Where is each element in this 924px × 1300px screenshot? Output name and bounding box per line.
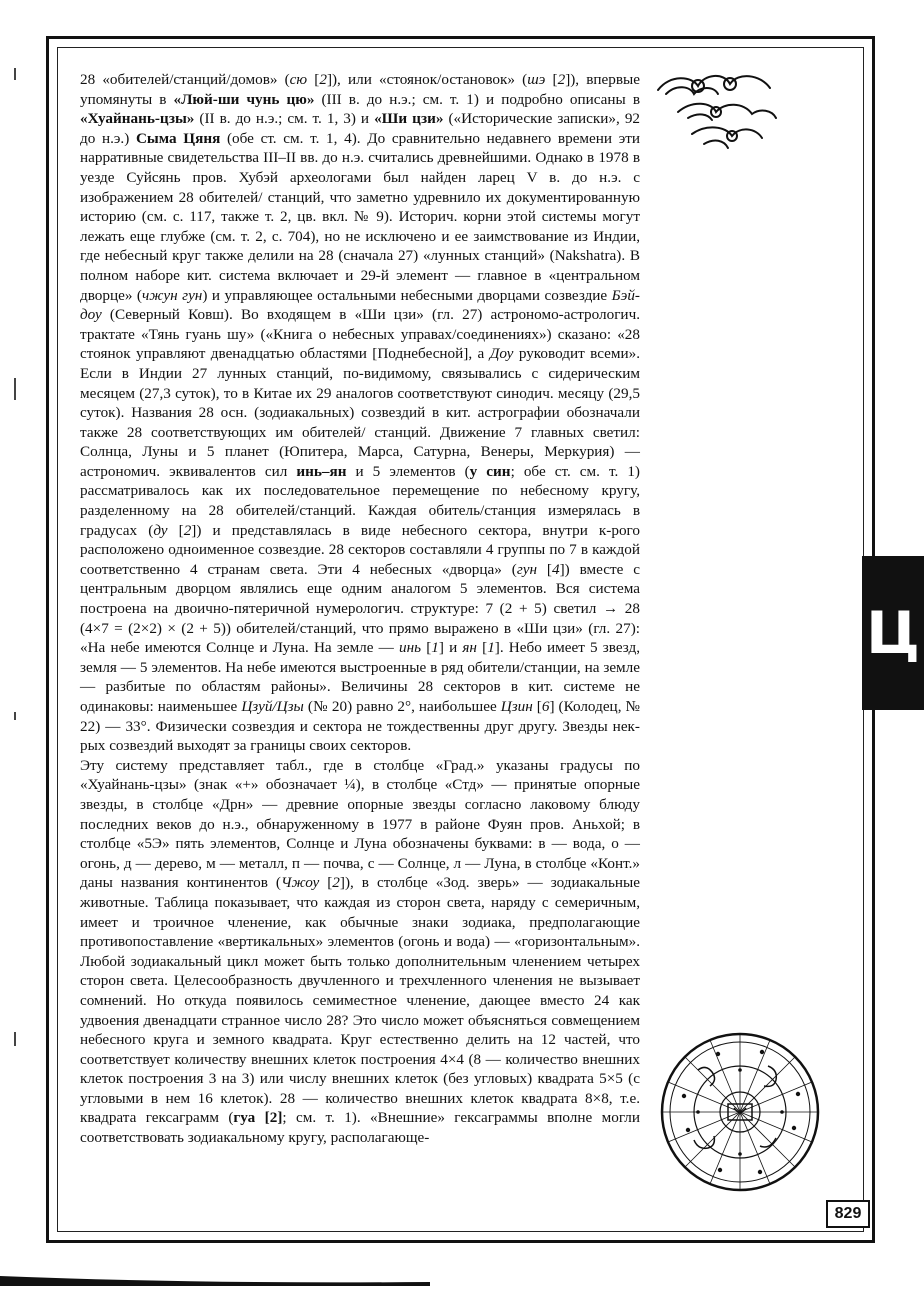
cross-reference: «Ши цзи» bbox=[374, 110, 444, 128]
cross-reference: Сыма Цяня bbox=[135, 129, 221, 147]
cross-reference: «Хуайнань-цзы» bbox=[80, 110, 195, 128]
margin-tick bbox=[14, 378, 16, 400]
cross-reference: «Люй-ши чунь цю» bbox=[173, 90, 315, 108]
cross-reference: у син bbox=[469, 462, 511, 480]
article-body bbox=[80, 70, 640, 1148]
cross-reference: гуа [2] bbox=[233, 1109, 283, 1127]
page-number bbox=[826, 1200, 870, 1228]
section-tab bbox=[862, 556, 924, 710]
cloud-ornament-icon bbox=[652, 64, 782, 154]
margin-tick bbox=[14, 712, 16, 720]
celestial-disc-icon bbox=[658, 1030, 822, 1194]
cross-reference: инь–ян bbox=[296, 462, 347, 480]
page-number-label: 829 bbox=[834, 1205, 862, 1222]
section-tab-letter: Ц bbox=[866, 599, 920, 667]
scan-edge-stroke bbox=[0, 1272, 430, 1286]
paragraph-1: 28 «обителей/станций/домов» (сю [2]), или «стоянок/остановок» (шэ [2]), впервые упомянуты в «Люй-ши чунь цю» (III в. до н.э.; см. т. 1) и подробно описаны в «Хуайнань-цзы» (II в. до н.э.; см. т. 1, 3) и «Ши цзи» («Исторические записки», 92 до н.э.) Сыма Цяня (обе ст. см. т. 1, 4). До сравнительно недавнего времени эти нарративные свидетельства III–II вв. до н.э. считались древнейшими. Однако в 1978 в уезде Суйсянь пров. Хубэй археологами был найден ларец V в. до н.э. с изображением 28 обителей/ станций, что заметно удревнило их документированную историю (см. с. 117, также т. 2, цв. вкл. № 9). Историч. корни этой системы могут лежать еще глубже (см. т. 2, с. 704), но не исключено и ее заимствование из Индии, где небесный круг также делили на 28 (сначала 27) «лунных станций» (Nakshatra). В полном наборе кит. система включает и 29-й элемент — главное в «центральном дворце» (чжун гун) и управляющее остальными небесными дворцами созвездие Бэй-доу (Северный Ковш). Во входящем в «Ши цзи» (гл. 27) астрономо-астрологич. трактате «Тянь гуань шу» («Книга о небесных управах/соединениях») сказано: «28 стоянок управляют двенадцатью областями [Поднебесной], а Доу руководит всеми». Если в Индии 27 лунных станций, по-видимому, связывались с сидерическим месяцем (27,3 суток), то в Китае их 29 аналогов соответствуют синодич. месяцу (29,5 суток). Названия 28 осн. (зодиакальных) созвездий в кит. астрографии обозначали также 28 соответствующих им обителей/ станций. Движение 7 главных светил: Солнца, Луны и 5 планет (Юпитера, Марса, Сатурна, Венеры, Меркурия) — астрономич. эквивалентов сил инь–ян и 5 элементов (у син; обе ст. см. т. 1) рассматривалось как их последовательное перемещение по небесному кругу, разделенному на 28 обителей/станций. Каждая обитель/станция измерялась в градусах (ду [2]) и представлялась в виде небесного сектора, внутри к-рого расположено одноименное созвездие. 28 секторов составляли 4 группы по 7 в каждой соответственно 4 странам света. Эти 4 небесных «дворца» (гун [4]) вместе с центральным дворцом являлись еще одним аналогом 5 элементов. Вся система построена на двоично-пятеричной нумерологич. структуре: 7 (2 + 5) светил → 28 (4×7 = (2×2) × (2 + 5)) обителей/станций, что прямо выражено в «Ши цзи» (гл. 27): «На небе имеются Солнце и Луна. На земле — инь [1] и ян [1]. Небо имеет 5 звезд, земля — 5 элементов. На небе имеются выстроенные в ряд обители/станции, на земле — разбитые по областям районы». Величины 28 секторов в кит. системе не одинаковы: наименьшее Цзуй/Цзы (№ 20) равно 2°, наибольшее Цзин [6] (Колодец, № 22) — 33°. Физически созвездия и сектора не тождественны друг другу. Звезды нек-рых созвездий выходят за границы своих секторов. bbox=[80, 71, 641, 755]
margin-tick bbox=[14, 1032, 16, 1046]
margin-tick bbox=[14, 68, 16, 80]
paragraph-2: Эту систему представляет табл., где в столбце «Град.» указаны градусы по «Хуайнань-цзы» (знак «+» обозначает ¼), в столбце «Стд» — принятые опорные звезды, в столбце «Дрн» — древние опорные звезды согласно лаковому блюду последних веков до н.э., обнаруженному в 1977 в районе Фуян пров. Аньхой; в столбце «5Э» пять элементов, Солнце и Луна обозначены буквами: в — вода, о — огонь, д — дерево, м — металл, п — почва, с — Солнце, л — Луна, в столбце «Конт.» даны названия континентов (Чжоу [2]), в столбце «Зод. зверь» — зодиакальные животные. Таблица показывает, что каждая из сторон света, наряду с семеричным, имеет и троичное членение, как обычные знаки зодиака, предполагающие противопоставление «вертикальных» элементов (огонь и вода) — «горизонтальным». Любой зодиакальный цикл может быть только дополнительным членением четырех сторон света. Целесообразность двучленного и трехчленного членения не вызывает сомнений. Но откуда появилось семиместное членение, дающее вместо 24 как удвоения двенадцати странное число 28? Это число может объясняться совмещением небесного круга и земного квадрата. Круг естественно делить на 12 частей, что соответствует количеству внешних клеток построения 4×4 (8 — количество внешних клеток построения 3 на 3) или числу внешних клеток (без угловых) квадрата 5×5 (с угловыми в нем 16 клеток). 28 — количество внешних клеток квадрата 8×8, т.е. квадрата гексаграмм (гуа [2]; см. т. 1). «Внешние» гексаграммы вполне могли соответствовать зодиакальному кругу, располагающе- bbox=[80, 756, 641, 1147]
